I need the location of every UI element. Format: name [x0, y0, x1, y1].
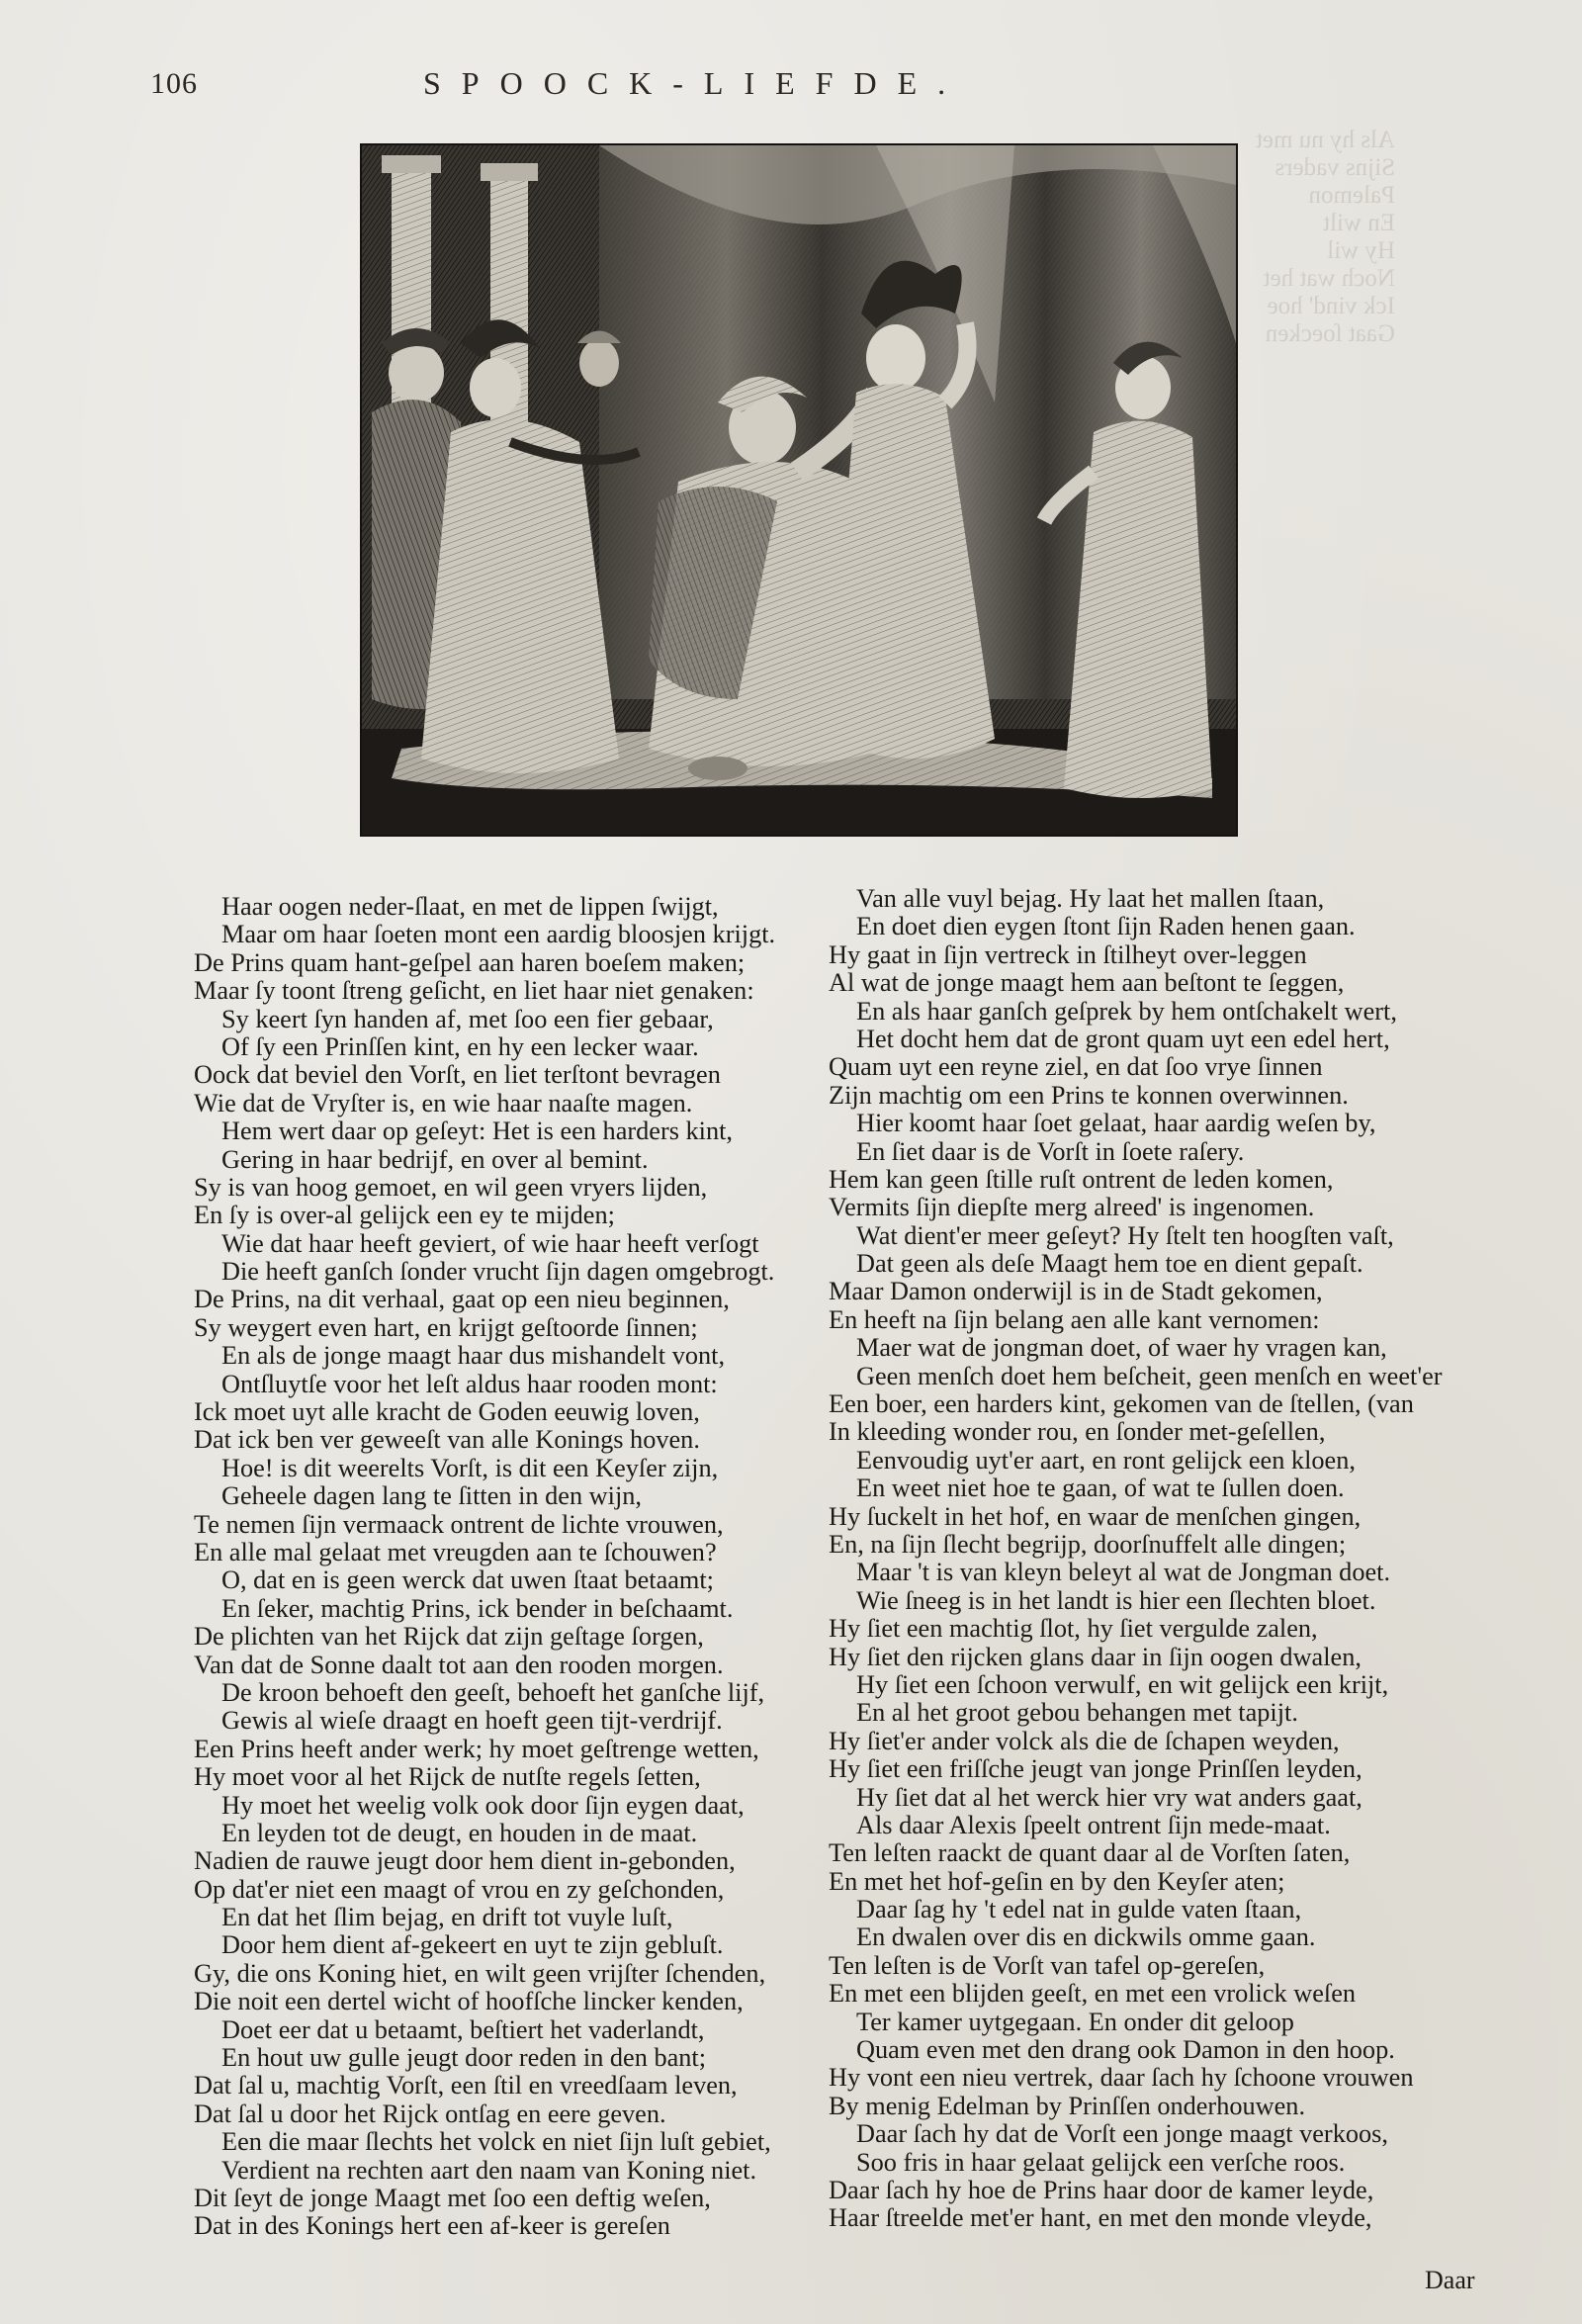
verse-line: Hy moet het weelig volk ook door ſijn eygen daat,	[221, 1790, 745, 1820]
verse-line: Eenvoudig uyt'er aart, en ront gelijck een kloen,	[856, 1445, 1356, 1475]
verse-line: Het docht hem dat de gront quam uyt een edel hert,	[856, 1024, 1390, 1053]
verse-line: Maar ſy toont ſtreng geſicht, en liet haar niet genaken:	[194, 976, 754, 1006]
showthrough-line: Hy wil	[1327, 237, 1395, 264]
verse-line: Sy is van hoog gemoet, en wil geen vryers lijden,	[194, 1172, 708, 1202]
verse-line: En met een blijden geeſt, en met een vrolick weſen	[829, 1979, 1357, 2009]
verse-line: Ten leſten is de Vorſt van tafel op-gereſen,	[829, 1950, 1266, 1980]
verse-line: Hier koomt haar ſoet gelaat, haar aardig weſen by,	[856, 1109, 1376, 1138]
verse-line: Maar Damon onderwijl is in de Stadt gekomen,	[829, 1277, 1323, 1306]
showthrough-line: Sijns vaders	[1274, 154, 1395, 181]
verse-line: En alle mal gelaat met vreugden aan te ſchouwen?	[194, 1537, 717, 1566]
verse-line: O, dat en is geen werck dat uwen ſtaat betaamt;	[221, 1565, 714, 1595]
verse-line: Dat ſal u, machtig Vorſt, een ſtil en vreedſaam leven,	[194, 2071, 738, 2101]
verse-line: Quam even met den drang ook Damon in den hoop.	[856, 2035, 1395, 2065]
verse-line: De plichten van het Rijck dat zijn geſtage ſorgen,	[194, 1622, 704, 1652]
showthrough-line: En wilt	[1323, 210, 1395, 236]
verse-line: De kroon behoeft den geeſt, behoeft het ganſche lijf,	[221, 1677, 765, 1707]
verse-line: Geen menſch doet hem beſcheit, geen menſch en weet'er	[856, 1361, 1443, 1390]
verse-line: Sy keert ſyn handen af, met ſoo een fier gebaar,	[221, 1004, 714, 1033]
verse-line: Daar ſach hy dat de Vorſt een jonge maagt verkoos,	[856, 2119, 1388, 2149]
verse-line: En als haar ganſch geſprek by hem ontſchakelt wert,	[856, 996, 1397, 1026]
verse-line: En ſiet daar is de Vorſt in ſoete raſery.	[856, 1136, 1245, 1166]
verse-line: Een boer, een harders kint, gekomen van de ſtellen, (van	[829, 1389, 1414, 1419]
verse-line: Sy weygert even hart, en krijgt geſtoorde ſinnen;	[194, 1312, 698, 1342]
engraving-scene-icon	[362, 145, 1236, 835]
verse-line: Zijn machtig om een Prins te konnen overwinnen.	[829, 1080, 1349, 1110]
verse-line: Al wat de jonge maagt hem aan beſtont te ſeggen,	[829, 968, 1345, 998]
verse-line: Hem wert daar op geſeyt: Het is een harders kint,	[221, 1117, 733, 1146]
verse-line: Haar oogen neder-ſlaat, en met de lippen ſwijgt,	[221, 892, 719, 921]
verse-line: En, na ſijn ſlecht begrijp, doorſnuffelt alle dingen;	[829, 1529, 1347, 1559]
verse-line: Wie dat de Vryſter is, en wie haar naaſte magen.	[194, 1088, 693, 1117]
showthrough-line: Palemon	[1308, 182, 1395, 209]
verse-line: Soo fris in haar gelaat gelijck een verſche roos.	[856, 2147, 1346, 2177]
verse-line: Hy vont een nieu vertrek, daar ſach hy ſchoone vrouwen	[829, 2063, 1414, 2093]
verse-line: Als daar Alexis ſpeelt ontrent ſijn mede-maat.	[856, 1810, 1331, 1839]
verse-line: En doet dien eygen ſtont ſijn Raden henen gaan.	[856, 912, 1356, 941]
showthrough-line: Als hy nu met	[1256, 127, 1395, 153]
verse-line: En leyden tot de deugt, en houden in de maat.	[221, 1818, 698, 1847]
verse-line: Van dat de Sonne daalt tot aan den rooden morgen.	[194, 1650, 724, 1679]
verse-line: Ontſluytſe voor het leſt aldus haar rooden mont:	[221, 1369, 718, 1398]
engraving-illustration	[362, 145, 1236, 835]
verse-column-left	[194, 893, 775, 2241]
verse-line: En als de jonge maagt haar dus mishandelt vont,	[221, 1341, 726, 1371]
verse-line: De Prins, na dit verhaal, gaat op een nieu beginnen,	[194, 1285, 730, 1314]
verse-line: Dat in des Konings hert een af-keer is gereſen	[194, 2211, 670, 2241]
verse-line: Hy ſiet een friſſche jeugt van jonge Prinſſen leyden,	[829, 1754, 1362, 1784]
page-number: 106	[150, 67, 198, 100]
verse-line: Hy moet voor al het Rijck de nutſte regels ſetten,	[194, 1762, 701, 1792]
verse-line: Dat geen als deſe Maagt hem toe en dient gepaſt.	[856, 1249, 1363, 1279]
verse-line: Een die maar ſlechts het volck en niet ſijn luſt gebiet,	[221, 2127, 771, 2157]
verse-line: Gy, die ons Koning hiet, en wilt geen vrijſter ſchenden,	[194, 1958, 766, 1988]
verse-line: Die heeft ganſch ſonder vrucht ſijn dagen omgebrogt.	[221, 1257, 775, 1287]
verse-line: Wat dient'er meer geſeyt? Hy ſtelt ten hoogſten vaſt,	[856, 1220, 1394, 1250]
verse-line: By menig Edelman by Prinſſen onderhouwen.	[829, 2091, 1306, 2120]
verse-line: Geheele dagen lang te ſitten in den wijn,	[221, 1481, 642, 1511]
verse-line: Maer wat de jongman doet, of waer hy vragen kan,	[856, 1333, 1387, 1363]
verse-line: En ſeker, machtig Prins, ick bender in beſchaamt.	[221, 1593, 734, 1623]
verse-line: Ten leſten raackt de quant daar al de Vorſten ſaten,	[829, 1838, 1351, 1868]
verse-line: En dwalen over dis en dickwils omme gaan.	[856, 1922, 1316, 1952]
verse-line: Hy ſiet een machtig ſlot, hy ſiet vergulde zalen,	[829, 1614, 1318, 1644]
verse-line: Te nemen ſijn vermaack ontrent de lichte vrouwen,	[194, 1509, 724, 1539]
verse-line: En ſy is over-al gelijck een ey te mijden;	[194, 1201, 615, 1230]
verse-line: Maar om haar ſoeten mont een aardig bloosjen krijgt.	[221, 920, 776, 949]
verse-line: Daar ſach hy hoe de Prins haar door de kamer leyde,	[829, 2175, 1374, 2204]
verse-line: Gering in haar bedrijf, en over al bemint.	[221, 1144, 649, 1174]
verse-line: Oock dat beviel den Vorſt, en liet terſtont bevragen	[194, 1060, 721, 1090]
verse-line: Dit ſeyt de jonge Maagt met ſoo een deftig weſen,	[194, 2183, 711, 2212]
verse-line: Verdient na rechten aart den naam van Koning niet.	[221, 2155, 757, 2185]
verse-line: En weet niet hoe te gaan, of wat te ſullen doen.	[856, 1474, 1345, 1503]
showthrough-line: Noch wat het	[1263, 265, 1395, 292]
showthrough-line: Gaat ſoecken	[1265, 320, 1395, 347]
verse-column-right	[829, 885, 1443, 2233]
catchword: Daar	[1425, 2266, 1475, 2294]
verse-line: Hy ſiet een ſchoon verwulf, en wit gelijck een krijt,	[856, 1669, 1389, 1699]
verse-line: Ick moet uyt alle kracht de Goden eeuwig loven,	[194, 1397, 700, 1427]
verse-line: Dat ick ben ver geweeſt van alle Konings hoven.	[194, 1425, 700, 1455]
verse-line: Hy gaat in ſijn vertreck in ſtilheyt over-leggen	[829, 939, 1307, 969]
verse-line: Een Prins heeft ander werk; hy moet geſtrenge wetten,	[194, 1734, 759, 1763]
running-title: SPOOCK-LIEFDE.	[423, 65, 967, 101]
verse-line: Quam uyt een reyne ziel, en dat ſoo vrye ſinnen	[829, 1052, 1323, 1082]
verse-line: In kleeding wonder rou, en ſonder met-geſellen,	[829, 1417, 1326, 1447]
verse-line: Hem kan geen ſtille ruſt ontrent de leden komen,	[829, 1164, 1334, 1194]
verse-line: Dat ſal u door het Rijck ontſag en eere geven.	[194, 2099, 666, 2128]
verse-line: Ter kamer uytgegaan. En onder dit geloop	[856, 2007, 1294, 2036]
showthrough-text	[1256, 127, 1395, 348]
verse-line: Van alle vuyl bejag. Hy laat het mallen ſtaan,	[856, 884, 1325, 913]
verse-line: Gewis al wieſe draagt en hoeft geen tijt-verdrijf.	[221, 1706, 723, 1736]
verse-line: Op dat'er niet een maagt of vrou en zy geſchonden,	[194, 1874, 725, 1904]
verse-line: Daar ſag hy 't edel nat in gulde vaten ſtaan,	[856, 1895, 1302, 1924]
verse-line: Doet eer dat u betaamt, beſtiert het vaderlandt,	[221, 2014, 705, 2044]
verse-line: Maar 't is van kleyn beleyt al wat de Jongman doet.	[856, 1558, 1391, 1587]
verse-line: En dat het ſlim bejag, en drift tot vuyle luſt,	[221, 1903, 673, 1932]
verse-line: Nadien de rauwe jeugt door hem dient in-gebonden,	[194, 1846, 736, 1876]
verse-line: Door hem dient af-gekeert en uyt te zijn gebluſt.	[221, 1930, 724, 1960]
verse-line: Vermits ſijn diepſte merg alreed' is ingenomen.	[829, 1193, 1315, 1222]
verse-line: Haar ſtreelde met'er hant, en met den monde vleyde,	[829, 2203, 1372, 2233]
verse-line: Hy ſiet den rijcken glans daar in ſijn oogen dwalen,	[829, 1642, 1362, 1671]
verse-line: Of ſy een Prinſſen kint, en hy een lecker waar.	[221, 1031, 699, 1061]
verse-line: En hout uw gulle jeugt door reden in den bant;	[221, 2043, 707, 2073]
showthrough-line: Ick vind' hoe	[1267, 293, 1395, 319]
verse-line: En al het groot gebou behangen met tapijt.	[856, 1698, 1298, 1728]
verse-line: Die noit een dertel wicht of hoofſche lincker kenden,	[194, 1987, 744, 2016]
running-head	[0, 61, 1582, 111]
verse-line: Wie ſneeg is in het landt is hier een ſlechten bloet.	[856, 1585, 1376, 1615]
verse-line: Hoe! is dit weerelts Vorſt, is dit een Keyſer zijn,	[221, 1453, 719, 1482]
verse-line: Hy ſuckelt in het hof, en waar de menſchen gingen,	[829, 1501, 1362, 1531]
verse-line: De Prins quam hant-geſpel aan haren boeſem maken;	[194, 947, 746, 977]
verse-line: Hy ſiet dat al het werck hier vry wat anders gaat,	[856, 1782, 1362, 1812]
verse-line: En heeft na ſijn belang aen alle kant vernomen:	[829, 1304, 1320, 1334]
verse-line: En met het hof-geſin en by den Keyſer aten;	[829, 1866, 1285, 1896]
verse-line: Wie dat haar heeft geviert, of wie haar heeft verſogt	[221, 1228, 759, 1258]
verse-line: Hy ſiet'er ander volck als die de ſchapen weyden,	[829, 1726, 1340, 1755]
